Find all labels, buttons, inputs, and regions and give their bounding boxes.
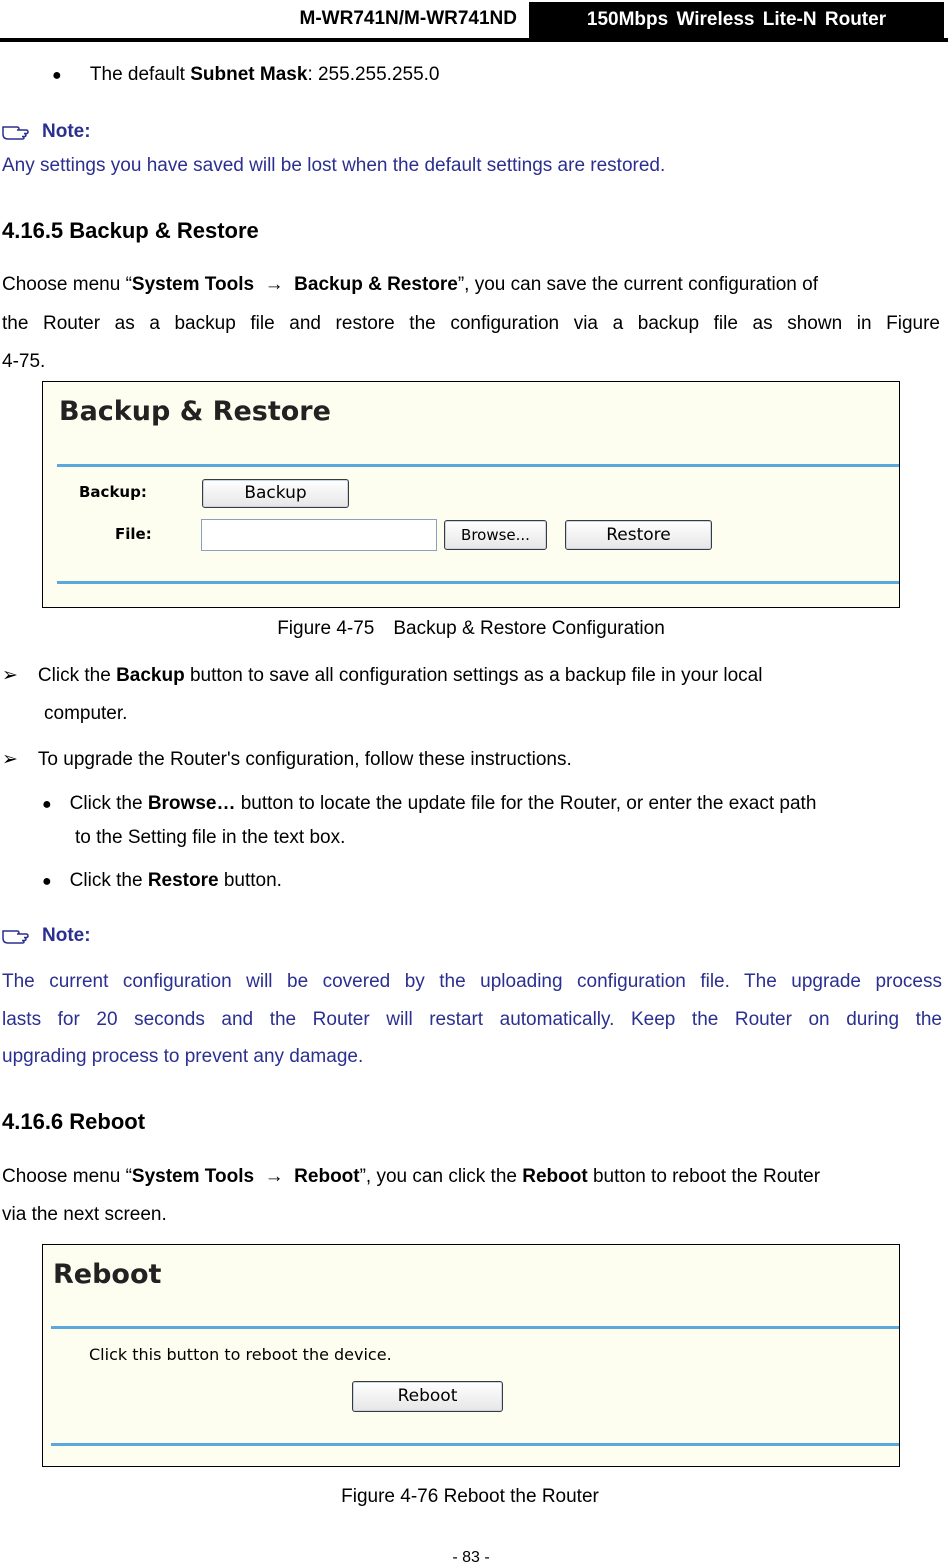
arrow-icon: → — [264, 1166, 284, 1187]
screenshot-bottom-rule — [57, 581, 899, 584]
arrow-icon: → — [264, 274, 284, 295]
note2-line3: upgrading process to prevent any damage. — [2, 1046, 364, 1067]
file-label: File: — [115, 525, 152, 543]
pointing-hand-icon — [2, 926, 30, 944]
header-product: 150Mbps Wireless Lite-N Router — [529, 2, 944, 38]
backup-intro-line1: Choose menu “System Tools → Backup & Restore”, you can save the current configuration of — [2, 274, 818, 295]
sub-step1-cont: to the Setting file in the text box. — [75, 827, 346, 848]
subnet-bullet — [52, 63, 440, 88]
pointing-hand-icon — [2, 122, 30, 140]
bullet-dot-icon: ● — [42, 796, 52, 813]
bullet-dot-icon: ● — [42, 873, 52, 890]
reboot-instruction: Click this button to reboot the device. — [89, 1345, 392, 1364]
note1-label: Note: — [42, 121, 91, 142]
subnet-suffix: : 255.255.255.0 — [307, 64, 440, 85]
header-rule — [0, 38, 948, 42]
bullet-dot-icon: ● — [52, 67, 62, 84]
screenshot-bottom-rule — [51, 1443, 899, 1446]
step1: ➢ Click the Backup button to save all configuration settings as a backup file in your local — [2, 665, 763, 686]
reboot-screenshot — [42, 1244, 900, 1467]
figure76-caption: Figure 4-76 Reboot the Router — [341, 1486, 599, 1507]
note1-label-row — [2, 120, 91, 144]
note2-label-row — [2, 924, 91, 948]
screenshot-top-rule — [51, 1326, 899, 1329]
backup-label: Backup: — [79, 483, 147, 501]
browse-button[interactable]: Browse... — [444, 520, 547, 550]
section-heading-reboot: 4.16.6 Reboot — [2, 1109, 146, 1134]
screenshot-top-rule — [57, 464, 899, 467]
note1-text: Any settings you have saved will be lost when the default settings are restored. — [2, 155, 666, 176]
reboot-intro-line1: Choose menu “System Tools → Reboot”, you can click the Reboot button to reboot the Router — [2, 1166, 821, 1187]
screenshot-title: Backup & Restore — [59, 396, 331, 427]
header-model: M-WR741N/M-WR741ND — [299, 8, 517, 29]
reboot-intro-line2: via the next screen. — [2, 1204, 167, 1225]
subnet-prefix: The default — [89, 64, 191, 85]
section-heading-backup: 4.16.5 Backup & Restore — [2, 218, 259, 243]
sub-step1: ● Click the Browse… button to locate the update file for the Router, or enter the exact path — [42, 793, 817, 814]
arrowhead-bullet-icon: ➢ — [2, 665, 18, 686]
sub-step2: ● Click the Restore button. — [42, 870, 282, 891]
note2-line1: The current configuration will be covered by the uploading configuration file. The upgrade process — [2, 971, 942, 992]
subnet-bold: Subnet Mask — [190, 64, 308, 85]
note2-line2: lasts for 20 seconds and the Router will restart automatically. Keep the Router on during the — [2, 1009, 942, 1030]
arrowhead-bullet-icon: ➢ — [2, 749, 18, 770]
step1-cont: computer. — [44, 703, 128, 724]
figure75-caption: Figure 4-75 Backup & Restore Configuration — [277, 618, 665, 639]
backup-restore-screenshot — [42, 381, 900, 608]
screenshot-title: Reboot — [53, 1259, 162, 1290]
file-path-input[interactable] — [201, 519, 437, 551]
reboot-button[interactable]: Reboot — [352, 1381, 503, 1412]
backup-intro-line2: the Router as a backup file and restore the configuration via a backup file as shown in Figure — [2, 313, 940, 334]
note2-label: Note: — [42, 925, 91, 946]
restore-button[interactable]: Restore — [565, 520, 712, 550]
step2: ➢ To upgrade the Router's configuration, follow these instructions. — [2, 749, 572, 770]
backup-button[interactable]: Backup — [202, 479, 349, 508]
page-number: - 83 - — [452, 1549, 490, 1566]
backup-intro-line3: 4-75. — [2, 351, 46, 372]
